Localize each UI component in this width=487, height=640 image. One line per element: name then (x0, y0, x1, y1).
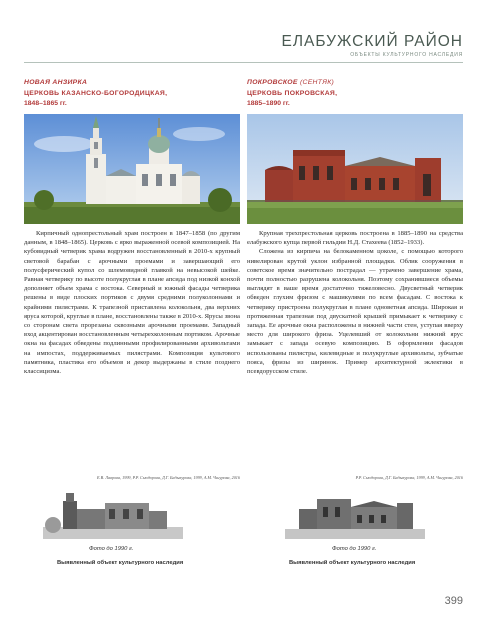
church-photo-kazan (24, 114, 240, 224)
church-name: ЦЕРКОВЬ ПОКРОВСКАЯ, (247, 90, 338, 97)
village-name-alt: (СЕНТЯК) (299, 79, 335, 86)
archive-photo-pokrov-image (285, 487, 425, 539)
heritage-status: Выявленный объект культурного наследия (289, 560, 416, 566)
region-title: ЕЛАБУЖСКИЙ РАЙОН (281, 33, 463, 50)
church-photo-pokrov (247, 114, 463, 224)
church-photo-pokrov-image (247, 114, 463, 224)
archive-photo-date: Фото до 1990 г. (89, 546, 134, 552)
region-subtitle: ОБЪЕКТЫ КУЛЬТУРНОГО НАСЛЕДИЯ (350, 52, 463, 58)
photo-credit: Р.Р. Сьюдорова, Д.Г. Бадыкурова, 1999, А.М. Чагурова, 2016 (355, 475, 463, 480)
church-photo-kazan-image (24, 114, 240, 224)
archive-photo-kazan-image (43, 487, 183, 539)
page-number: 399 (444, 595, 463, 607)
church-years: 1848–1865 гг. (24, 100, 67, 107)
paragraph: Кирпичный однопрестольный храм построен в 1847–1858 (по другим данным, в 1848–1865). Церковь с ярко выраженной осевой композицией. На кубовидный четверик храма водружен восстановленный в 2010-х крупный световой барабан с арочными проемами и завершающий его полусферический купол со шлемовидной главкой на невысокой шейке. Равная четверику по высоте полукруглая в плане апсида под низкой конхой дополняет объем храма с востока. Северный и южный фасады четверика решены в виде плоских портиков с двумя средними полуколоннами и крайними пилястрами. К трапезной приставлена колокольня, два верхних яруса которой, круглые в плане, восстановлены также в 2010-х. Ярусы звона со сторонам света прорезаны сквозными арочными проемами. Западный вход акцентирован восстановленным четырехколонным портиком. Арочные окна на фасадах обведены подлинными профилированными архивольтами на импостах, поддерживаемых пилястрами. Композиция культового памятника, пластика его объемов и декор выдержаны в стиле позднего классицизма. (24, 230, 240, 376)
village-name (247, 79, 463, 86)
paragraph: Сложена из кирпича на белокаменном цоколе, с помощью которого нивелирован крутой уклон избранной площадки. Облик сооружения в советское время значительно пострадал — утрачено завершение храма, почти полностью разрушена колокольня. Поэтому сохранившиеся объемы выглядят в ваше время достаточно тяжеловесно. Двусветный четверик обведен глухим фризом с машикулями по всем фасадам. С востока к четверику пристроена полукруглая в плане одноветная апсида. Широкая и протяженная трапезная под двускатной крышей примыкает к четверику с запада. Ее арочные окна расположены в нижней части стен, уступая вверху место для широкого фриза. Уцелевший от колокольни нижний ярус замыкает с запада осевую композицию. В оформлении фасадов использованы пилястры, килевидные и полукруглые архивольты, зубчатые пояса, фризы из ширинок. Пример архитектурной эклектики в псевдорусском стиле. (247, 248, 463, 376)
village-name-main: ПОКРОВСКОЕ (247, 79, 298, 86)
archive-photo-date: Фото до 1990 г. (332, 546, 377, 552)
archive-photo-pokrov (285, 487, 425, 539)
archive-photo-kazan (43, 487, 183, 539)
church-name: ЦЕРКОВЬ КАЗАНСКО-БОГОРОДИЦКАЯ, (24, 90, 168, 97)
photo-credit: Е.В. Лаврова, 1999, Р.Р. Сьюдорова, Д.Г. Бадыкурова, 1999, А.М. Чагурова, 2016 (96, 475, 240, 480)
article-text (24, 229, 240, 376)
article-text (247, 229, 463, 376)
header-rule (24, 62, 463, 63)
church-years: 1885–1890 гг. (247, 100, 290, 107)
heritage-status: Выявленный объект культурного наследия (57, 560, 184, 566)
paragraph: Крупная трехпрестольная церковь построена в 1885–1890 на средства елабужского купца первой гильдии Н.Д. Стахеева (1852–1933). (247, 230, 463, 247)
village-name: НОВАЯ АНЗИРКА (24, 79, 88, 86)
